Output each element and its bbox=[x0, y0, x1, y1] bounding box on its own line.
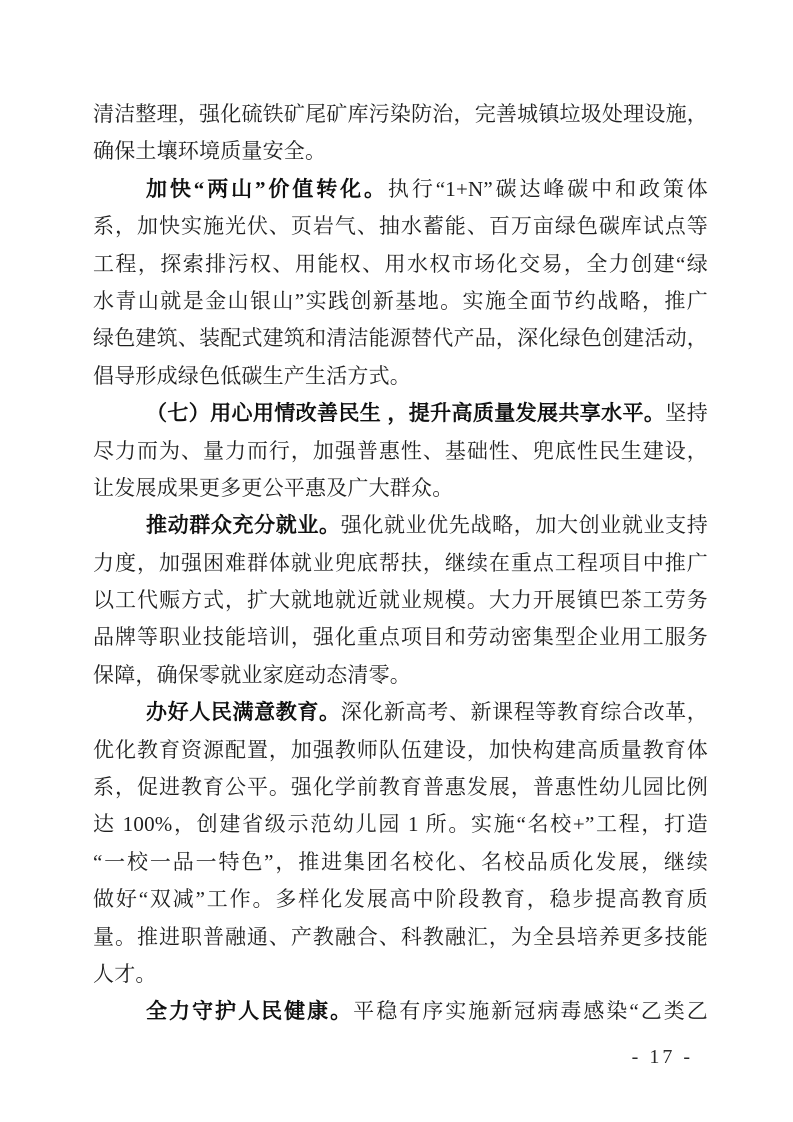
line-text: 系，促进教育公平。强化学前教育普惠发展，普惠性幼儿园比例 bbox=[93, 775, 708, 800]
text-line bbox=[93, 96, 708, 133]
text-line bbox=[93, 507, 708, 544]
line-text: 强化就业优先战略，加大创业就业支持 bbox=[340, 513, 708, 538]
text-line bbox=[93, 545, 708, 582]
text-line bbox=[93, 133, 708, 170]
line-text: 清洁整理，强化硫铁矿尾矿库污染防治，完善城镇垃圾处理设施， bbox=[93, 102, 708, 126]
line-text: “一校一品一特色”，推进集团名校化、名校品质化发展，继续 bbox=[93, 849, 708, 874]
text-line bbox=[93, 769, 708, 806]
section-heading-line bbox=[93, 395, 708, 432]
line-text: 坚持 bbox=[665, 401, 708, 426]
line-text: 让发展成果更多更公平惠及广大群众。 bbox=[93, 475, 454, 500]
text-line bbox=[93, 919, 708, 956]
line-text: 绿色建筑、装配式建筑和清洁能源替代产品，深化绿色创建活动， bbox=[93, 326, 708, 351]
text-line bbox=[93, 171, 708, 208]
bold-lead: 加快“两山”价值转化。 bbox=[146, 176, 388, 201]
line-text: 倡导形成绿色低碳生产生活方式。 bbox=[93, 363, 411, 388]
line-text: 平稳有序实施新冠病毒感染“乙类乙 bbox=[353, 999, 708, 1024]
line-text: 力度，加强困难群体就业兜底帮扶，继续在重点工程项目中推广 bbox=[93, 550, 708, 575]
line-text: 确保土壤环境质量安全。 bbox=[93, 139, 327, 164]
text-line bbox=[93, 582, 708, 619]
line-text: 优化教育资源配置，加强教师队伍建设，加快构建高质量教育体 bbox=[93, 737, 708, 762]
text-line bbox=[93, 433, 708, 470]
line-text: 人才。 bbox=[93, 961, 157, 986]
line-text: 系，加快实施光伏、页岩气、抽水蓄能、百万亩绿色碳库试点等 bbox=[93, 214, 708, 239]
text-line bbox=[93, 956, 708, 993]
text-line bbox=[93, 320, 708, 357]
bold-lead: 全力守护人民健康。 bbox=[146, 999, 354, 1024]
text-line bbox=[93, 208, 708, 245]
section-heading: （七）用心用情改善民生 ，提升高质量发展共享水平。 bbox=[146, 402, 666, 426]
bold-lead: 办好人民满意教育。 bbox=[146, 700, 341, 725]
text-line bbox=[93, 246, 708, 283]
text-line bbox=[93, 844, 708, 881]
line-text: 尽力而为、量力而行，加强普惠性、基础性、兜底性民生建设， bbox=[93, 438, 708, 463]
line-text: 水青山就是金山银山”实践创新基地。实施全面节约战略，推广 bbox=[93, 288, 708, 313]
text-line bbox=[93, 881, 708, 918]
line-text: 以工代赈方式，扩大就地就近就业规模。大力开展镇巴茶工劳务 bbox=[93, 588, 708, 613]
text-line bbox=[93, 993, 708, 1030]
line-text: 工程，探索排污权、用能权、用水权市场化交易，全力创建“绿 bbox=[93, 251, 708, 276]
text-line bbox=[93, 732, 708, 769]
line-text: 深化新高考、新课程等教育综合改革， bbox=[340, 700, 708, 725]
text-line bbox=[93, 694, 708, 731]
page-number: - 17 - bbox=[631, 1046, 693, 1068]
text-line bbox=[93, 806, 708, 843]
line-text: 品牌等职业技能培训，强化重点项目和劳动密集型企业用工服务 bbox=[93, 625, 708, 650]
line-text: 执行“1+N”碳达峰碳中和政策体 bbox=[387, 176, 708, 201]
line-text: 保障，确保零就业家庭动态清零。 bbox=[93, 662, 411, 687]
line-text: 量。推进职普融通、产教融合、科教融汇，为全县培养更多技能 bbox=[93, 924, 708, 949]
text-line bbox=[93, 657, 708, 694]
bold-lead: 推动群众充分就业。 bbox=[146, 513, 341, 538]
text-line bbox=[93, 283, 708, 320]
text-line bbox=[93, 470, 708, 507]
line-text: 达 100%，创建省级示范幼儿园 1 所。实施“名校+”工程，打造 bbox=[93, 812, 708, 837]
text-line bbox=[93, 619, 708, 656]
document-body bbox=[93, 96, 708, 1031]
text-line bbox=[93, 358, 708, 395]
line-text: 做好“双减”工作。多样化发展高中阶段教育，稳步提高教育质 bbox=[93, 887, 708, 912]
